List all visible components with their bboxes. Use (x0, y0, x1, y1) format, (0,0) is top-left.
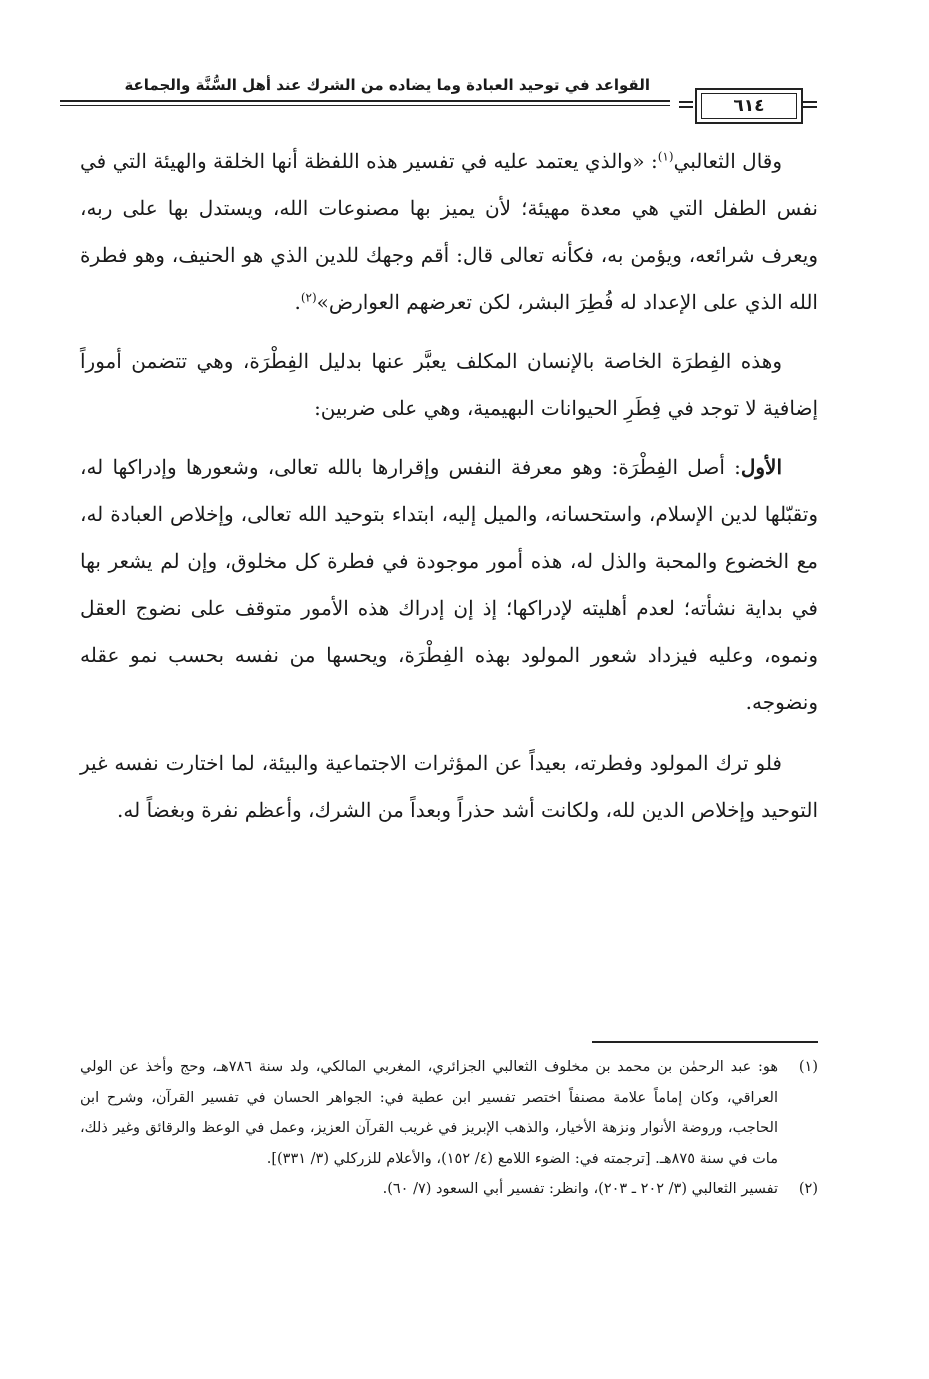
footnotes (80, 1052, 818, 1205)
paragraph-4: فلو ترك المولود وفطرته، بعيداً عن المؤثرات الاجتماعية والبيئة، لما اختارت نفسه غير التوحيد وإخلاص الدين لله، ولكانت أشد حذراً وبعداً من الشرك، وأعظم نفرة وبغضاً له. (80, 751, 818, 822)
paragraph-1 (80, 138, 818, 326)
header-rule (60, 100, 670, 102)
footnote-number: (٢) (798, 1181, 818, 1197)
footnote-item (80, 1174, 818, 1205)
footnote-text: تفسير الثعالبي (٣/ ٢٠٢ ـ ٢٠٣)، وانظر: تفسير أبي السعود (٧/ ٦٠). (382, 1181, 778, 1197)
paragraph-2: وهذه الفِطرَة الخاصة بالإنسان المكلف يعبَّر عنها بدليل الفِطْرَة، وهي تتضمن أموراً إضافية لا توجد في فِطَرِ الحيوانات البهيمية، وهي على ضربين: (80, 349, 818, 420)
footnote-text: هو: عبد الرحمٰن بن محمد بن مخلوف الثعالبي الجزائري، المغربي المالكي، ولد سنة ٧٨٦هـ، وحج وأخذ عن الولي العراقي، وكان إماماً علامة مصنفاً اختصر تفسير ابن عطية في: الجواهر الحسان في تفسير القرآن، وشرح ابن الحاجب، وروضة الأنوار ونزهة الأخيار، والذهب الإبريز في غريب القرآن العزيز، وعمل في الوعظ والرقائق وغير ذلك، مات في سنة ٨٧٥هـ. [ترجمته في: الضوء اللامع (٤/ ١٥٢)، والأعلام للزركلي (٣/ ٣٣١)]. (80, 1059, 779, 1167)
paragraph-3 (80, 444, 818, 726)
footnote-item (80, 1052, 818, 1174)
frame-ornament (803, 106, 817, 108)
paragraph-text: وقال الثعالبي (673, 149, 783, 173)
paragraph-text: : أصل الفِطْرَة: وهو معرفة النفس وإقرارها بالله تعالى، وشعورها وإدراكها له، وتقبّلها لدين الإسلام، واستحسانه، والميل إليه، ابتداء بتوحيد الله تعالى، وإخلاص العبادة له، مع الخضوع والمحبة والذل له، هذه أمور موجودة في فطرة كل مخلوق، وإن لم يشعر بها في بداية نشأته؛ لعدم أهليته لإدراكها؛ إذ إن إدراك هذه الأمور متوقف على نضوج العقل ونموه، وعليه فيزداد شعور المولود بهذه الفِطْرَة، ويحسها من نفسه بحسب نمو عقله ونضوجه. (80, 455, 818, 714)
page-number-frame (677, 88, 817, 124)
header-rule-thin (60, 105, 670, 106)
footnote-number: (١) (798, 1059, 818, 1075)
footnote-separator (592, 1041, 818, 1043)
paragraph-lead-word: الأول (740, 455, 782, 479)
paragraph-text: : «والذي يعتمد عليه في تفسير هذه اللفظة أنها الخلقة والهيئة التي في نفس الطفل التي هي معدة مهيئة؛ لأن يميز بها مصنوعات الله، ويستدل بها على ربه، ويعرف شرائعه، ويؤمن به، فكأنه تعالى قال: أقم وجهك للدين الذي هو الحنيف، وهو فطرة الله الذي على الإعداد له فُطِرَ البشر، لكن تعرضهم العوارض» (80, 149, 819, 314)
frame-ornament (679, 101, 693, 103)
page-number: ٦١٤ (733, 96, 765, 116)
running-header-title: القواعد في توحيد العبادة وما يضاده من الشرك عند أهل السُّنَّة والجماعة (124, 76, 650, 94)
frame-ornament (803, 101, 817, 103)
paragraph-text: . (294, 290, 301, 314)
frame-ornament (679, 106, 693, 108)
footnote-reference: (٢) (300, 290, 317, 305)
main-text (80, 138, 818, 846)
footnote-reference: (١) (657, 149, 674, 164)
